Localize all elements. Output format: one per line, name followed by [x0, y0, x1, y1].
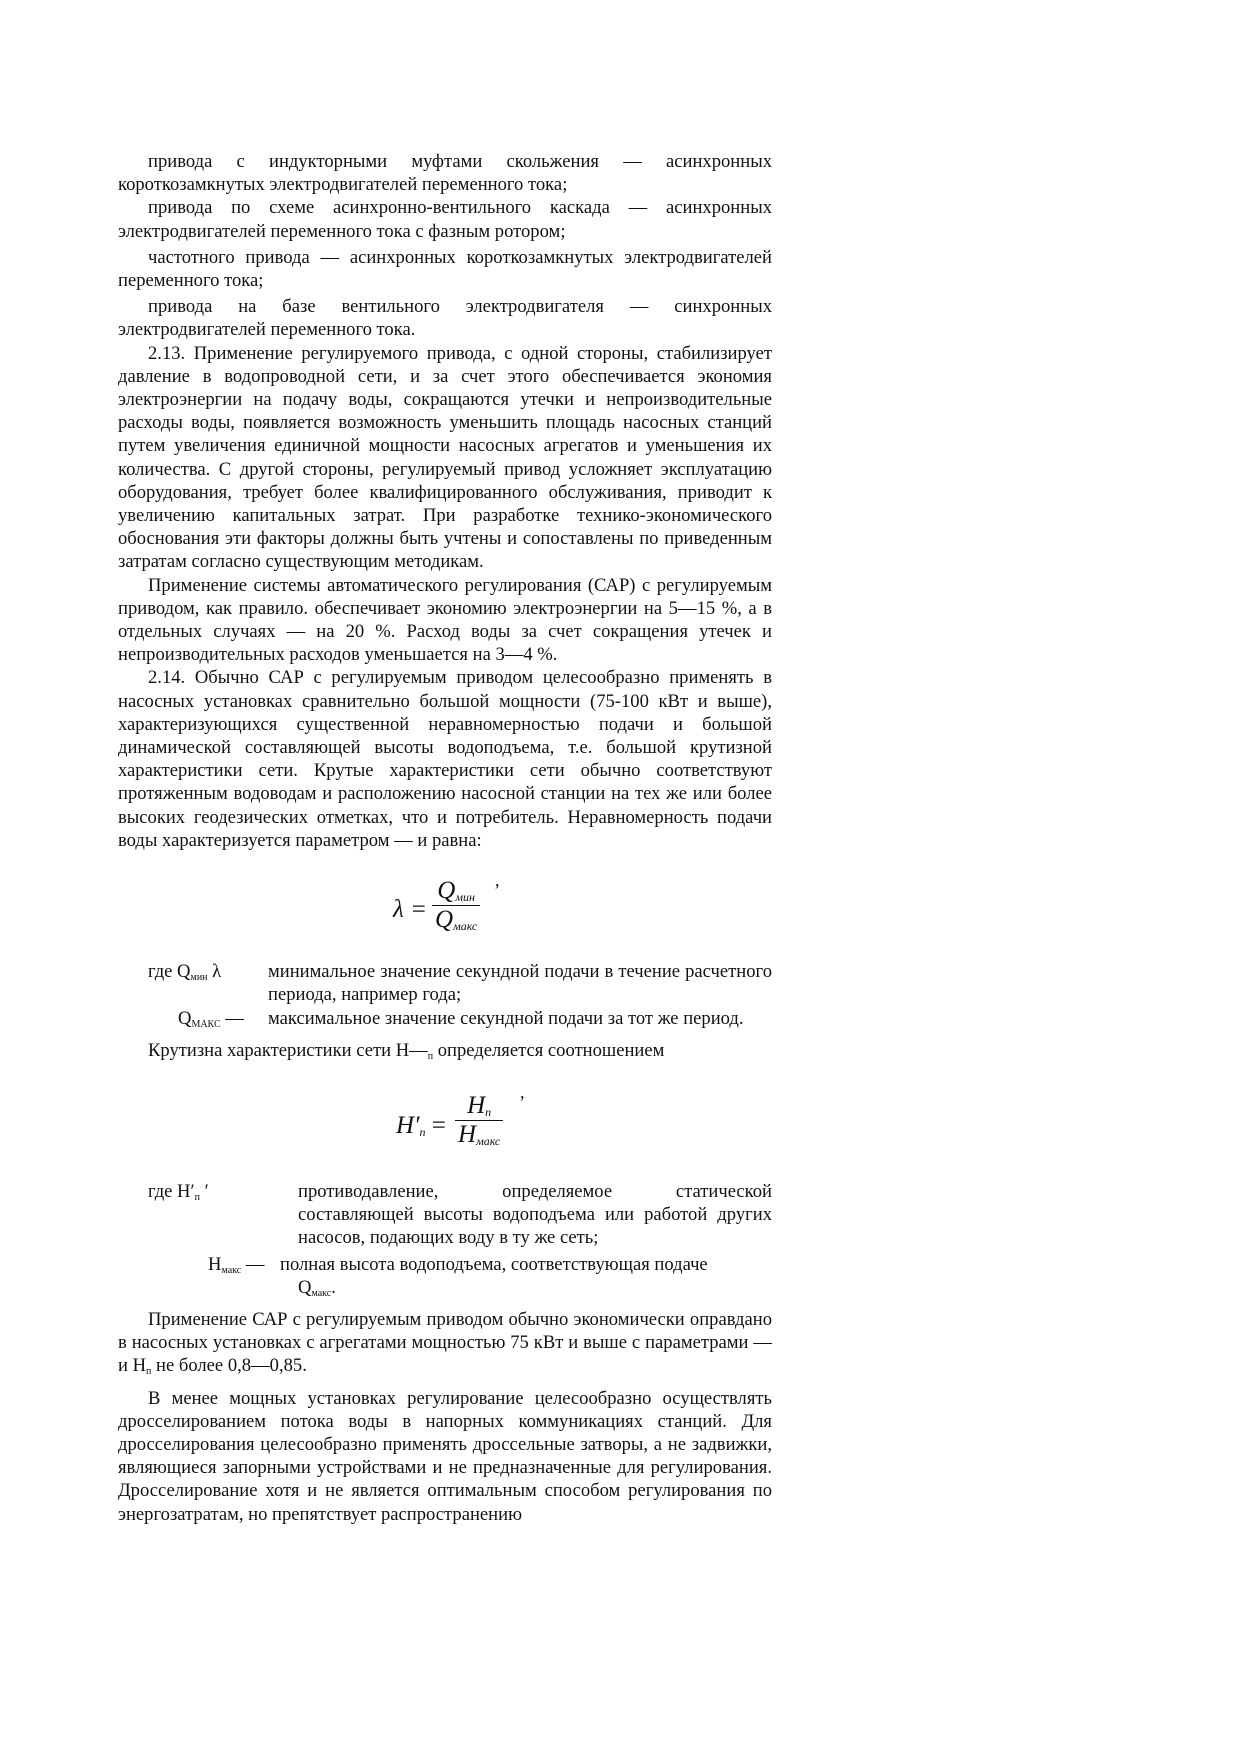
formula-denominator: $H_{макс}$	[458, 1120, 501, 1148]
formula-comma: ,	[495, 870, 500, 891]
definition-text: противодавление, определяемое статической составляющей высоты водоподъема или работой других насосов, подающих воду в ту же сеть;	[298, 1180, 772, 1249]
formula-fraction	[432, 877, 480, 934]
paragraph: привода на базе вентильного электродвигателя — синхронных электродвигателей переменного тока.	[118, 296, 772, 341]
definition-text: максимальное значение секундной подачи за тот же период.	[268, 1007, 744, 1029]
paragraph: В менее мощных установках регулирование целесообразно осуществлять дросселированием потока воды в напорных коммуникациях станций. Для дросселирования целесообразно применять дроссельные затворы, а не задвижки, являющиеся запорными устройствами и не предназначенные для регулирования. Дросселирование хотя и не является оптимальным способом регулирования по энергозатратам, но препятствует распространению	[118, 1387, 772, 1525]
paragraph: привода с индукторными муфтами скольжения — асинхронных короткозамкнутых электродвигателей переменного тока;	[118, 151, 772, 196]
formula-numerator: $H_n$	[455, 1092, 503, 1121]
definition-row: $Н_{макс}$ — полная высота водоподъема, соответствующая подаче $Q_{макс}$.	[118, 1253, 772, 1305]
definition-row: где $Н'_п$ ′ противодавление, определяемое статической составляющей высоты водоподъема или работой других насосов, подающих воду в ту же сеть;	[148, 1180, 772, 1249]
formula-denominator: $Q_{макс}$	[435, 906, 478, 934]
definition-row: где $Q_{мин}$ λ минимальное значение секундной подачи в течение расчетного периода, например года;	[148, 961, 772, 1006]
definition-row: $Q_{МАКС}$ — максимальное значение секундной подачи за тот же период.	[118, 1007, 772, 1036]
formula-fraction	[455, 1092, 503, 1149]
paragraph: Применение системы автоматического регулирования (САР) с регулируемым приводом, как правило. обеспечивает экономию электроэнергии на 5—15 %, а в отдельных случаях — на 20 %. Расход воды за счет сокращения утечек и непроизводительных расходов уменьшается на 3—4 %.	[118, 574, 772, 666]
document-page	[118, 150, 772, 1526]
paragraph: частотного привода — асинхронных короткозамкнутых электродвигателей переменного тока;	[118, 246, 772, 292]
formula-lhs: λ =	[393, 896, 427, 924]
definition-text: полная высота водоподъема, соответствующая подаче $Q_{макс}$.	[280, 1253, 708, 1299]
formula-numerator: $Q_{мин}$	[432, 877, 480, 906]
formula-hn	[118, 1068, 772, 1180]
formula-comma: ,	[520, 1081, 525, 1102]
paragraph: привода по схеме асинхронно-вентильного каскада — асинхронных электродвигателей переменного тока с фазным ротором;	[118, 197, 772, 242]
formula-lambda	[118, 852, 772, 960]
definition-text: минимальное значение секундной подачи в течение расчетного периода, например года;	[268, 961, 772, 1006]
paragraph: Применение САР с регулируемым приводом обычно экономически оправдано в насосных установках с агрегатами мощностью 75 кВт и выше с параметрами — и $Н_п$ не более 0,8—0,85.	[118, 1308, 772, 1378]
paragraph-2-14: 2.14. Обычно САР с регулируемым приводом целесообразно применять в насосных установках сравнительно большой мощности (75-100 кВт и выше), характеризующихся существенной неравномерностью подачи и большой динамической составляющей высоты водоподъема, т.е. большой крутизной характеристики сети. Крутые характеристики сети обычно соответствуют протяженным водоводам и расположению насосной станции на тех же или более высоких геодезических отметках, что и потребитель. Неравномерность подачи воды характеризуется параметром — и равна:	[118, 667, 772, 851]
paragraph-2-13: 2.13. Применение регулируемого привода, с одной стороны, стабилизирует давление в водопроводной сети, и за счет этого обеспечивается экономия электроэнергии на подачу воды, сокращаются утечки и непроизводительные расходы воды, появляется возможность уменьшить площадь насосных станций путем увеличения единичной мощности насосных агрегатов и уменьшения их количества. С другой стороны, регулируемый привод усложняет эксплуатацию оборудования, требует более квалифицированного обслуживания, приводит к увеличению капитальных затрат. При разработке технико-экономического обоснования эти факторы должны быть учтены и сопоставлены по приведенным затратам согласно существующим методикам.	[118, 342, 772, 573]
paragraph-krutizna: Крутизна характеристики сети $Н—_п$ определяется соотношением	[148, 1039, 665, 1062]
formula-lhs: $H'_n$ =	[396, 1111, 446, 1139]
